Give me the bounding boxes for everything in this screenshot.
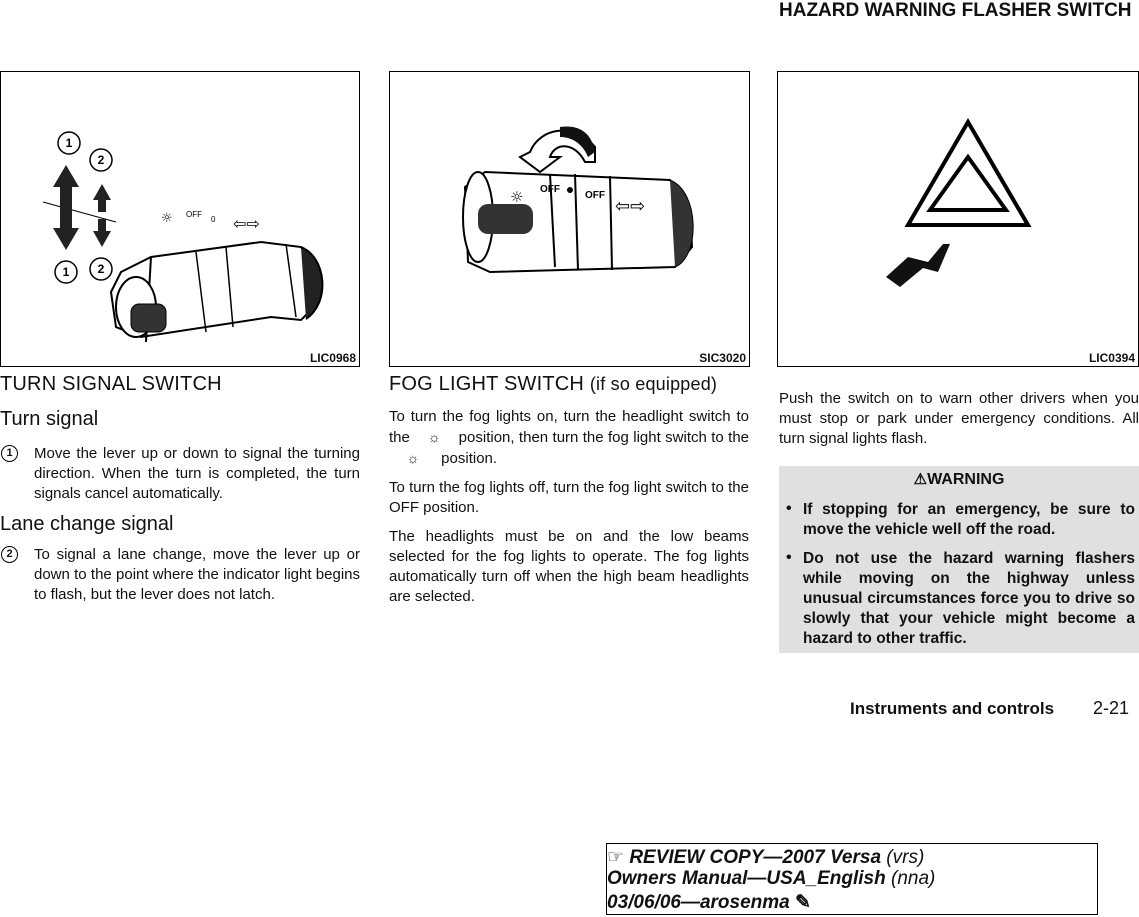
- figure-hazard: [777, 71, 1139, 367]
- turn-signal-subheading: Turn signal: [0, 408, 99, 430]
- lane-change-subheading: Lane change signal: [0, 513, 174, 535]
- figure-code: SIC3020: [699, 351, 746, 365]
- fog-light-heading-main: FOG LIGHT SWITCH: [389, 373, 585, 395]
- warning-item-2: Do not use the hazard warning flashers while moving on the highway unless unusual circumstances force you to drive so slowly that your vehicle might become a hazard to other traffic.: [803, 550, 1135, 647]
- fog-light-heading-suffix: (if so equipped): [589, 374, 718, 394]
- figure-code: LIC0968: [309, 351, 356, 365]
- warning-item-1: If stopping for an emergency, be sure to move the vehicle well off the road.: [803, 501, 1135, 538]
- svg-text:⇦⇨: ⇦⇨: [615, 196, 646, 217]
- fog-light-paragraph-1: [389, 407, 749, 469]
- fog-off-label-1: OFF: [540, 184, 560, 195]
- warning-heading: [779, 470, 1139, 489]
- review-code: (vrs): [886, 847, 925, 868]
- hand-icon: ☞: [607, 847, 625, 868]
- lane-change-item: To signal a lane change, move the lever up or down to the point where the indicator light begins to flash, but the lever does not latch.: [34, 546, 360, 603]
- fog-light-paragraph-2: To turn the fog lights off, turn the fog light switch to the OFF position.: [389, 479, 749, 516]
- item-number-2: 2: [1, 546, 18, 563]
- review-date: 03/06/06—arosenma: [607, 892, 790, 913]
- review-line-1: [607, 846, 924, 869]
- svg-text:⇦⇨: ⇦⇨: [233, 214, 260, 233]
- review-line-2: [607, 868, 935, 890]
- item-number-1: 1: [1, 445, 18, 462]
- warning-icon: ⚠: [913, 471, 928, 488]
- footer-section: Instruments and controls: [850, 699, 1055, 718]
- turn-signal-illustration: [1, 72, 359, 366]
- fog-light-paragraph-3: The headlights must be on and the low beams selected for the fog lights to operate. The fog lights automatically turn off when the high beam headlights are selected.: [389, 528, 749, 605]
- review-manual: Owners Manual—USA_English: [607, 868, 886, 889]
- fog-light-illustration: [390, 72, 749, 366]
- headlight-icon: ☼: [427, 429, 441, 445]
- label-1-top: 1: [65, 136, 73, 150]
- label-2-top: 2: [97, 153, 105, 167]
- label-1-bottom: 1: [62, 265, 70, 279]
- review-line-3: [607, 891, 811, 914]
- figure-fog-light: [389, 71, 750, 367]
- bullet-icon: •: [786, 500, 792, 517]
- section-title: HAZARD WARNING FLASHER SWITCH: [779, 0, 1132, 21]
- lever-off-label: OFF: [186, 210, 202, 219]
- figure-turn-signal: [0, 71, 360, 367]
- lever-zero-label: 0: [211, 215, 216, 224]
- pencil-icon: ✎: [795, 892, 811, 913]
- review-region: (nna): [891, 868, 936, 889]
- turn-signal-heading: TURN SIGNAL SWITCH: [0, 373, 222, 395]
- hazard-illustration: [778, 72, 1138, 366]
- fog-p1-b: position, then turn the fog light switch to the: [458, 429, 750, 446]
- page-number: 2-21: [1093, 698, 1130, 718]
- warning-title: WARNING: [927, 471, 1005, 488]
- review-title: REVIEW COPY—2007 Versa: [629, 847, 882, 868]
- fog-p1-a: To turn the fog lights on, turn the headlight switch to the: [389, 408, 749, 446]
- turn-signal-item-1: Move the lever up or down to signal the turning direction. When the turn is completed, the turn signals cancel automatically.: [34, 445, 360, 502]
- review-stamp: [606, 843, 1098, 915]
- svg-text:☼: ☼: [510, 188, 524, 206]
- fog-light-heading: [389, 373, 717, 396]
- figure-code: LIC0394: [1088, 351, 1135, 365]
- svg-text:☼: ☼: [161, 211, 173, 226]
- bullet-icon: •: [786, 549, 792, 566]
- fog-off-label-2: OFF: [585, 190, 605, 201]
- hazard-paragraph: Push the switch on to warn other drivers when you must stop or park under emergency conditions. All turn signal lights flash.: [779, 390, 1139, 447]
- label-2-bottom: 2: [97, 262, 105, 276]
- fog-p1-c: position.: [441, 450, 498, 467]
- fog-light-icon: ☼: [406, 450, 420, 466]
